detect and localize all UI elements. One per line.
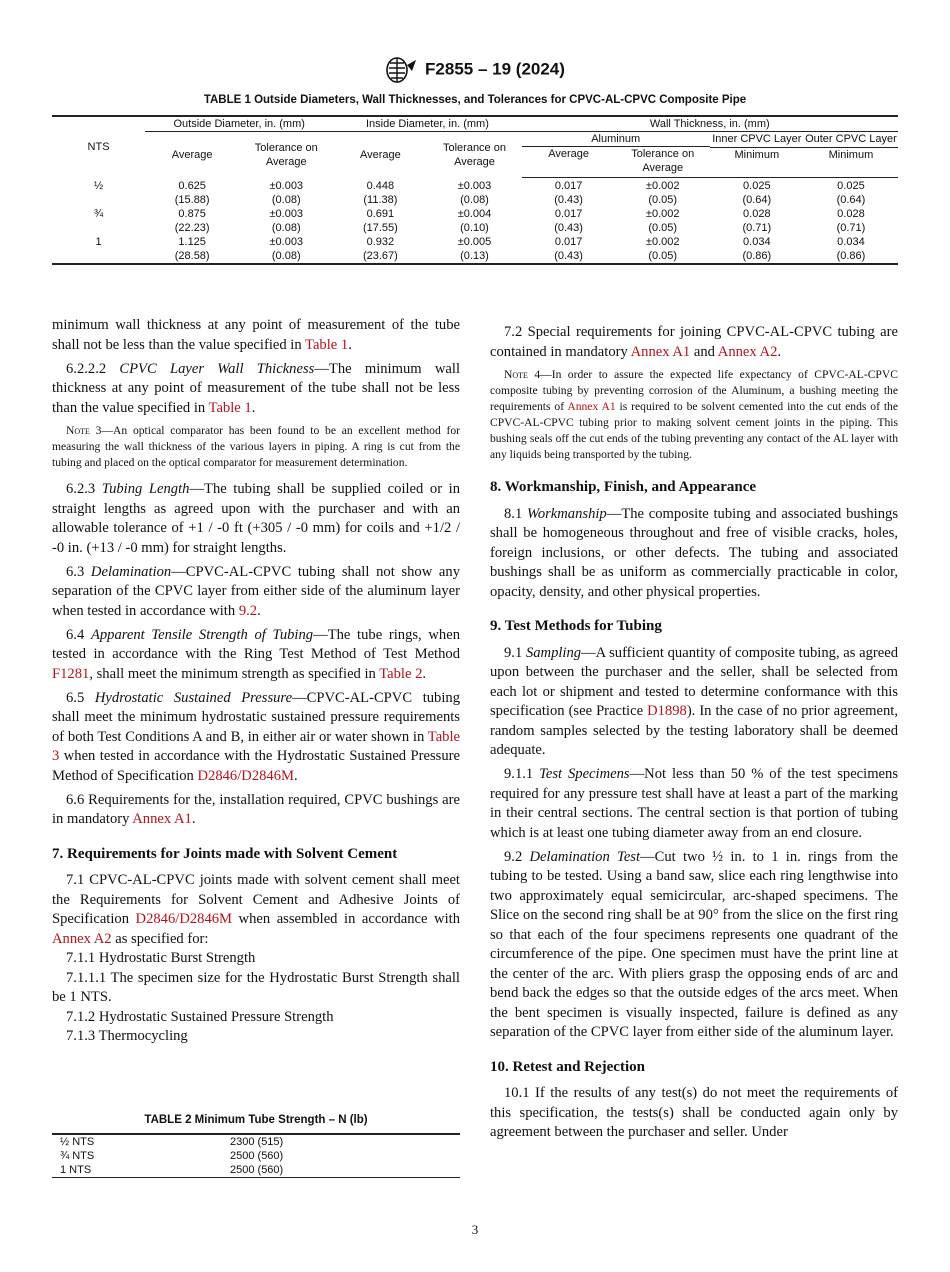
text: 6.4: [66, 626, 91, 643]
paragraph: [52, 969, 460, 1008]
size-cell: ½ NTS: [60, 1136, 95, 1148]
cross-reference-link[interactable]: Annex A1: [630, 343, 691, 360]
cell-inch: 0.034: [743, 236, 771, 248]
cell-mm: (0.43): [554, 194, 583, 206]
text: 9.2: [504, 848, 530, 865]
text: 9.1.1: [504, 766, 540, 782]
cross-reference-link[interactable]: Annex A1: [132, 811, 192, 827]
paragraph: [52, 360, 460, 419]
strength-cell: 2500 (560): [230, 1164, 284, 1176]
size-cell: ¾ NTS: [60, 1150, 95, 1162]
cell-mm: (0.43): [554, 250, 583, 262]
text: .: [191, 811, 196, 827]
col-id-average: Average: [359, 148, 401, 161]
cell-mm: (0.86): [742, 250, 772, 262]
paragraph: [490, 765, 898, 843]
cell-mm: (0.64): [836, 194, 866, 206]
paragraph: [52, 480, 460, 558]
cell-inch: 0.028: [743, 208, 771, 220]
text: —In order to assure the expected life expectancy of CPVC-AL-CPVC composite tubing by preventing corrosion of the Aluminum, a bushing meeting the requirements of: [490, 368, 898, 413]
text: 7.1.1.1 The specimen size for the Hydrostatic Burst Strength shall be 1 NTS.: [52, 969, 460, 1005]
cell-inch: 0.875: [178, 208, 206, 220]
nts-cell: ½: [93, 179, 104, 192]
text: 6.3: [66, 563, 91, 580]
paragraph: [52, 689, 460, 787]
note-label: Note 4: [504, 368, 541, 381]
section-heading: [490, 1058, 898, 1078]
cell-mm: (22.23): [174, 222, 210, 234]
col-inner-cpvc: Inner CPVC Layer: [710, 132, 804, 148]
text: when assembled in accordance with: [232, 911, 460, 927]
cell-inch: 0.625: [178, 179, 206, 192]
text: —The tubing shall be supplied coiled or in straight lengths as agreed upon with the purchaser and with an allowable tolerance of +1 / -0 ft (+305 / -0 mm) for coils and +1/2 / -0 in. (+13 / -0 mm) for straight lengths.: [52, 481, 460, 556]
text: —A sufficient quantity of composite tubing, as agreed upon between the purchaser and the seller, shall be selected from each lot or shipment and tested to determine conformance with this specification (see Practice: [490, 644, 898, 719]
table1: [52, 115, 898, 265]
paragraph: [52, 316, 460, 355]
col-al-tolerance: Tolerance on Average: [616, 147, 710, 178]
text: is required to be solvent cemented into the cut ends of the CPVC-AL-CPVC tubing prior to making solvent cement joints in the piping. This bushing seals off the cut ends of the tubing preventing any contact of the AL layer with any liquids being transported by the tubing.: [490, 400, 898, 461]
cell-inch: 0.932: [366, 236, 395, 248]
text: .: [257, 602, 261, 619]
col-group-wall: Wall Thickness, in. (mm): [522, 116, 898, 132]
cell-mm: (0.43): [554, 222, 583, 234]
col-nts: NTS: [87, 141, 110, 154]
strength-cell: 2300 (515): [230, 1136, 284, 1148]
note-label: Note 3: [66, 424, 102, 437]
text: .: [251, 399, 256, 416]
text: minimum wall thickness at any point of measurement of the tube shall not be less than the value specified in: [52, 317, 460, 353]
cell-inch: 0.028: [837, 208, 865, 220]
cell-inch: ±0.003: [457, 179, 492, 192]
text: 6.2.3: [66, 481, 102, 497]
text: 7. Requirements for Joints made with Solvent Cement: [52, 845, 398, 862]
table2: [52, 1133, 460, 1178]
paragraph-caption: Hydrostatic Sustained Pressure: [94, 689, 293, 706]
text: —The tube rings, when tested in accordance with the Ring Test Method of Test Method: [52, 626, 461, 662]
cell-inch: ±0.002: [645, 236, 680, 248]
cell-mm: (0.08): [460, 194, 489, 206]
paragraph-caption: Tubing Length: [101, 481, 190, 497]
cross-reference-link[interactable]: F1281: [52, 665, 90, 682]
cell-mm: (28.58): [174, 250, 210, 262]
table-row: [52, 178, 898, 194]
paragraph-caption: Delamination: [90, 563, 172, 580]
text: .: [348, 336, 352, 353]
cross-reference-link[interactable]: D2846/D2846M: [197, 767, 294, 784]
text: —Cut two ½ in. to 1 in. rings from the tubing to be tested. Using a band saw, slice each ring lengthwise into two approximately equal semicircular, arc-shaped specimens. The Slice on the second ring shall be at 90° from the slice on the first ring so that each of the four specimens represents one quadrant of the circumference of the pipe. One specimen must have the print line at the center of the arc. With pliers grasp the opposing ends of arc and bend back the edges so that the outside edges of the arcs meet. When the bent specimen is visually inspected, failure is defined as any separation of the CPVC layer from either side of the aluminum layer.: [490, 848, 898, 1040]
paragraph: [490, 848, 898, 1043]
document-header: [0, 57, 950, 83]
col-group-aluminum: Aluminum: [522, 132, 710, 147]
strength-cell: 2500 (560): [230, 1150, 284, 1162]
document-id: F2855 – 19 (2024): [425, 59, 565, 79]
text: 6.2.2.2: [66, 360, 120, 377]
cell-inch: ±0.003: [269, 208, 304, 220]
cell-inch: ±0.002: [645, 180, 680, 192]
cross-reference-link[interactable]: Annex A2: [52, 930, 112, 947]
text: 10. Retest and Rejection: [490, 1058, 645, 1075]
cell-mm: (0.08): [271, 250, 301, 262]
col-od-tolerance: Tolerance on Average: [254, 141, 318, 168]
paragraph: [52, 871, 460, 949]
text: —Not less than 50 % of the test specimens required for any pressure test shall have at least a part of the marking in their central sections. The central section is that portion of tubing which is at least one tubing diameter away from an end closure.: [490, 766, 899, 841]
cell-mm: (0.08): [271, 194, 301, 206]
cell-mm: (15.88): [174, 194, 210, 206]
paragraph-caption: Delamination Test: [529, 848, 641, 865]
paragraph: [490, 505, 898, 603]
paragraph: [490, 323, 898, 362]
cell-mm: (0.05): [648, 194, 678, 206]
col-inner-minimum: Minimum: [710, 147, 804, 178]
text: 7.1.2 Hydrostatic Sustained Pressure Strength: [66, 1008, 334, 1025]
cell-inch: 0.025: [837, 180, 865, 192]
table-row: [52, 207, 898, 221]
text: .: [293, 767, 298, 784]
cross-reference-link[interactable]: D1898: [647, 703, 687, 719]
cell-inch: ±0.005: [457, 236, 492, 248]
table1-title: TABLE 1 Outside Diameters, Wall Thicknesses, and Tolerances for CPVC-AL-CPVC Composite Pipe: [203, 94, 747, 106]
cross-reference-link[interactable]: Table 3: [52, 728, 460, 764]
paragraph: [52, 626, 460, 685]
note: [490, 367, 898, 463]
cross-reference-link[interactable]: Annex A2: [717, 343, 778, 360]
cell-mm: (0.64): [742, 194, 772, 206]
table-row: [52, 235, 898, 249]
text: 7.1.1 Hydrostatic Burst Strength: [66, 950, 256, 966]
col-outer-cpvc: Outer CPVC Layer: [805, 133, 897, 145]
text: .: [422, 665, 427, 682]
text: ). In the case of no prior agreement, random samples selected by the testing laboratory shall be deemed adequate.: [490, 703, 898, 758]
table-row: [52, 1134, 460, 1149]
text: .: [777, 343, 782, 360]
paragraph-caption: Apparent Tensile Strength of Tubing: [90, 626, 314, 643]
text: when tested in accordance with the Hydrostatic Sustained Pressure Method of Specification: [52, 748, 460, 784]
text: 8. Workmanship, Finish, and Appearance: [490, 479, 757, 495]
table2-title: TABLE 2 Minimum Tube Strength – N (lb): [144, 1114, 368, 1126]
cross-reference-link[interactable]: Table 1: [208, 399, 252, 416]
text: —The minimum wall thickness at any point of measurement of the tube shall not be less than the value specified in: [52, 360, 460, 416]
text: 7.1 CPVC-AL-CPVC joints made with solvent cement shall meet the Requirements for Solvent Cement and Adhesive Joints of Specification: [52, 872, 460, 927]
cross-reference-link[interactable]: D2846/D2846M: [135, 911, 233, 927]
right-column: [490, 323, 898, 1147]
paragraph: [52, 949, 460, 969]
cross-reference-link[interactable]: Table 1: [305, 336, 349, 353]
col-outer-minimum: Minimum: [804, 147, 898, 178]
cell-mm: (0.86): [836, 250, 866, 262]
paragraph: [52, 563, 460, 622]
cell-mm: (0.71): [836, 222, 866, 234]
col-group-od: Outside Diameter, in. (mm): [145, 116, 333, 132]
page-number: 3: [471, 1222, 479, 1237]
cell-mm: (23.67): [362, 250, 398, 262]
cell-inch: 0.017: [554, 236, 583, 248]
cell-inch: ±0.003: [269, 179, 304, 192]
note: [52, 423, 460, 471]
paragraph: [52, 1027, 460, 1047]
cell-inch: 0.025: [743, 180, 771, 192]
cell-mm: (0.05): [648, 222, 678, 234]
paragraph: [52, 1008, 460, 1028]
col-od-average: Average: [171, 148, 213, 161]
table-row: [52, 1163, 460, 1178]
text: —The composite tubing and associated bushings shall be homogeneous throughout and free of visible cracks, holes, foreign inclusions, or other defects. The tubing and associated bushings shall be as uniform as commercially practicable in color, opacity, density, and other physical properties.: [490, 505, 899, 600]
paragraph-caption: Workmanship: [527, 505, 607, 522]
cell-inch: 0.017: [554, 208, 583, 220]
cell-mm: (0.10): [460, 222, 489, 234]
cell-mm: (11.38): [363, 194, 398, 206]
paragraph-caption: Test Specimens: [539, 766, 630, 782]
section-heading: [490, 617, 898, 637]
cell-inch: ±0.002: [645, 208, 680, 220]
text: —CPVC-AL-CPVC tubing shall not show any separation of the CPVC layer from either side of the aluminum layer when tested in accordance with: [52, 563, 460, 619]
cell-mm: (0.05): [648, 250, 678, 262]
section-heading: [52, 845, 460, 865]
cell-inch: 1.125: [178, 236, 206, 248]
size-cell: 1 NTS: [60, 1164, 92, 1176]
text: 6.6 Requirements for the, installation required, CPVC bushings are in mandatory: [52, 791, 460, 827]
cell-mm: (17.55): [362, 222, 398, 234]
text: 7.1.3 Thermocycling: [66, 1028, 188, 1044]
table-row-mm: [52, 249, 898, 264]
cell-inch: ±0.003: [269, 236, 304, 248]
section-heading: [490, 478, 898, 498]
paragraph-caption: Sampling: [525, 644, 582, 661]
text: and: [690, 343, 718, 360]
text: —An optical comparator has been found to be an excellent method for measuring the wall thickness of the various layers in piping. A ring is cut from the tubing and placed on the optical comparator for measurement determination.: [52, 424, 460, 469]
paragraph: [490, 644, 898, 761]
astm-logo-icon: [385, 57, 419, 83]
cell-mm: (0.71): [742, 222, 772, 234]
paragraph: [490, 1084, 898, 1143]
paragraph: [52, 791, 460, 830]
text: 6.5: [66, 689, 95, 706]
table-row-mm: [52, 193, 898, 207]
cell-mm: (0.08): [271, 222, 301, 234]
cross-reference-link[interactable]: Annex A1: [567, 400, 616, 413]
text: as specified for:: [111, 930, 209, 947]
text: 10.1 If the results of any test(s) do not meet the requirements of this specification, the tests(s) shall be conducted again only by agreement between the purchaser and seller. Under: [490, 1085, 898, 1140]
cell-inch: 0.691: [366, 208, 395, 220]
nts-cell: ¾: [93, 208, 104, 220]
cell-inch: 0.034: [837, 236, 865, 248]
cell-inch: 0.017: [554, 180, 583, 192]
col-group-id: Inside Diameter, in. (mm): [333, 116, 521, 132]
text: 7.2 Special requirements for joining CPVC-AL-CPVC tubing are contained in mandatory: [490, 324, 898, 360]
table-row: [52, 1149, 460, 1163]
cell-inch: ±0.004: [457, 208, 492, 220]
text: , shall meet the minimum strength as specified in: [89, 665, 380, 682]
text: 9.1: [504, 644, 526, 661]
col-id-tolerance: Tolerance on Average: [442, 141, 506, 168]
cell-mm: (0.13): [460, 250, 489, 262]
text: 8.1: [504, 505, 527, 522]
text: 9. Test Methods for Tubing: [490, 618, 662, 634]
cross-reference-link[interactable]: 9.2: [238, 602, 258, 619]
table-row-mm: [52, 221, 898, 235]
cross-reference-link[interactable]: Table 2: [379, 665, 423, 682]
cell-inch: 0.448: [366, 179, 395, 192]
paragraph-caption: CPVC Layer Wall Thickness: [119, 360, 315, 377]
nts-cell: 1: [95, 236, 102, 248]
text: —CPVC-AL-CPVC tubing shall meet the minimum hydrostatic sustained pressure requirements of both Test Conditions A and B, in either air or water shown in: [52, 689, 461, 745]
left-column: [52, 316, 460, 1047]
col-al-average: Average: [522, 147, 616, 178]
